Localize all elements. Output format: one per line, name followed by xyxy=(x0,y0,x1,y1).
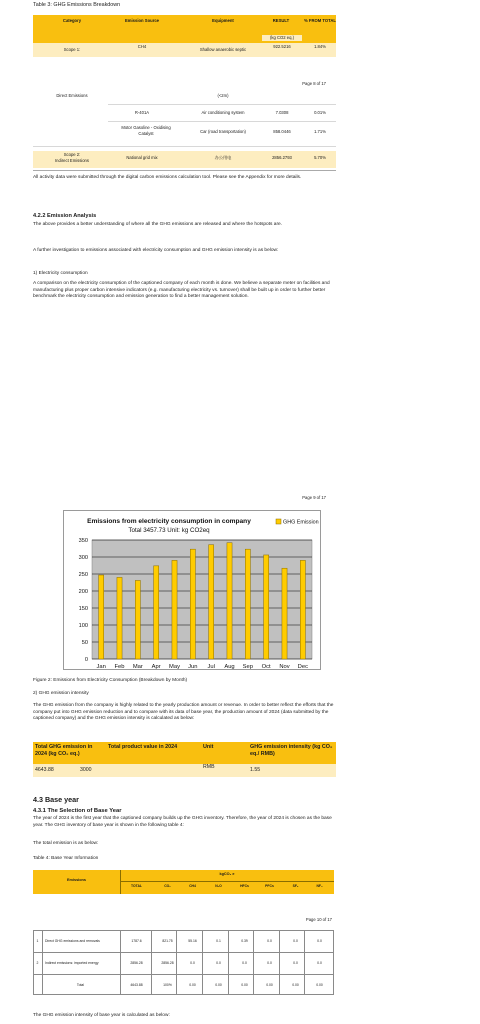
table4-cell: 0.0 xyxy=(317,961,322,965)
table3-header-result-unit: (kg CO2 eq.) xyxy=(262,35,302,41)
table4-cell: 2856.28 xyxy=(161,961,174,965)
chart-bar xyxy=(154,566,159,659)
chart-y-tick-label: 0 xyxy=(84,657,88,663)
row-divider xyxy=(33,146,336,147)
table4-cell: 0.0 xyxy=(293,961,298,965)
table4-cell: 0.00 xyxy=(241,982,248,987)
table4-cell: 0.0 xyxy=(190,961,195,965)
intensity-header-unit: Unit xyxy=(203,744,214,750)
intensity-value: 1.55 xyxy=(250,767,261,773)
row5-pct: 5.70% xyxy=(314,155,326,160)
table4-col-divider xyxy=(253,930,254,995)
row1-equipment: Shallow anaerobic septic xyxy=(199,47,247,52)
chart-y-tick-label: 50 xyxy=(81,640,88,646)
row4-pct: 1.71% xyxy=(314,129,326,134)
chart-x-tick-label: Feb xyxy=(114,664,125,670)
chart-x-tick-label: Dec xyxy=(297,664,308,670)
intensity-header-product: Total product value in 2024 xyxy=(108,744,178,750)
intensity-product-value: 3000 xyxy=(80,767,92,773)
item2-intensity: 2) GHG emission intensity xyxy=(33,691,89,696)
row4-equipment: Car (road transportation) xyxy=(200,129,246,134)
table4-row-number: 1 xyxy=(36,939,39,943)
chart-bar xyxy=(282,568,287,659)
table4-cell: 0.00 xyxy=(266,982,273,987)
chart-bar xyxy=(300,560,305,659)
chart-bar xyxy=(99,575,104,659)
table4-col-divider xyxy=(151,930,152,995)
scope2-sub-label: Indirect Emissions xyxy=(55,158,89,163)
table4-col-header: PFCs xyxy=(265,884,274,888)
chart-legend xyxy=(276,519,319,526)
intensity-paragraph: The GHG emission from the company is highly related to the yearly production amount or revenue. In order to better reflect the efforts that the company put into GHG emission reduction and to compare with its data of base year, the production amount of 2024 (data submitted by the captioned company) and the GHG emission intensity is calculated as below: xyxy=(33,703,334,722)
chart-y-tick-label: 100 xyxy=(78,623,88,629)
chart-x-tick-label: Jan xyxy=(96,664,106,670)
intensity-header-intensity: GHG emission intensity (kg CO₂ eq./ RMB) xyxy=(250,744,333,758)
table4-col-header: NF₃ xyxy=(316,884,323,888)
row1-source: CH4 xyxy=(137,44,147,49)
row-divider xyxy=(108,104,336,105)
chart-subtitle: Total 3457.73 Unit: kg CO2eq xyxy=(128,527,210,534)
chart-bar xyxy=(190,549,195,659)
chart-bar xyxy=(117,577,122,659)
chart-x-tick-label: Nov xyxy=(279,664,290,670)
table4-cell: 0.00 xyxy=(189,982,196,987)
section-422-heading: 4.2.2 Emission Analysis xyxy=(33,213,97,219)
chart-x-tick-label: Oct xyxy=(261,664,271,670)
chart-y-tick-label: 300 xyxy=(78,555,88,561)
table4-col-header: HFCs xyxy=(240,884,249,888)
section-431-p2: The total emission is as below: xyxy=(33,841,99,846)
page-label-10: Page 10 of 17 xyxy=(305,917,332,922)
legend-swatch xyxy=(276,519,281,524)
row5-equipment: 办公用电 xyxy=(214,155,232,160)
row4-result: 858.0446 xyxy=(273,129,291,134)
table3-header-equipment: Equipment xyxy=(212,18,234,23)
chart-y-tick-label: 150 xyxy=(78,606,88,612)
chart-title: Emissions from electricity consumption in company xyxy=(87,518,251,525)
chart-bar xyxy=(245,549,250,659)
scope2-label: Scope 2: xyxy=(63,152,81,157)
table4-cell: 0.39 xyxy=(241,939,248,943)
figure2-caption: Figure 2: Emissions from Electricity Consumption (Breakdown by Month) xyxy=(33,678,188,683)
table4-col-divider xyxy=(228,930,229,995)
table4-col-divider xyxy=(42,930,43,995)
table4-cell: 1787.6 xyxy=(131,939,142,943)
table4-col-divider xyxy=(202,930,203,995)
row1-result: 922.5216 xyxy=(273,44,291,49)
footer-text: The GHG emission intensity of base year is calculated as below: xyxy=(33,1013,170,1018)
chart-x-tick-label: Jul xyxy=(207,664,215,670)
chart-y-tick-label: 200 xyxy=(78,589,88,595)
intensity-header-total: Total GHG emission in 2024 (kg CO₂ eq.) xyxy=(35,744,93,758)
table4-cell: 0.0 xyxy=(216,961,221,965)
table4-cell: 0.0 xyxy=(317,939,322,943)
direct-emissions-label: Direct Emissions xyxy=(56,93,88,98)
chart-bar xyxy=(264,555,269,659)
chart-y-tick-label: 350 xyxy=(78,538,88,544)
table4-caption: Table 4: Base Year Information xyxy=(33,856,99,861)
item1-electricity: 1) Electricity consumption xyxy=(33,271,88,276)
section-43-heading: 4.3 Base year xyxy=(33,795,79,804)
row2-equipment: (<2m) xyxy=(217,93,229,98)
table4-cell: 0.00 xyxy=(292,982,299,987)
table4-row-divider xyxy=(33,952,334,953)
scope1-label: Scope 1: xyxy=(63,47,81,52)
section-422-p3: A comparison on the electricity consumption of the captioned company of each month is done. We believe a separate meter on facilities and manufacturing plus proper carbon intensive indicators (e.g. manufacturing electricity vs. turnover) shall be built up in order to further better benchmark the electricity consumption and emission generation to find a better management solution. xyxy=(33,281,330,300)
table3-caption: Table 3: GHG Emissions Breakdown xyxy=(33,2,121,8)
table3-header-category: Category xyxy=(62,18,82,23)
table4-col-header: N₂O xyxy=(215,884,222,888)
table4-row-label: Direct GHG emissions and removals xyxy=(45,939,100,943)
section-431-heading: 4.3.1 The Selection of Base Year xyxy=(33,808,122,814)
page-label-9: Page 9 of 17 xyxy=(302,495,326,500)
table4-cell: 2856.28 xyxy=(130,961,143,965)
legend-label: GHG Emission xyxy=(283,519,319,526)
table4-col-header: TOTAL xyxy=(131,884,142,888)
table4-row-divider xyxy=(33,974,334,975)
chart-y-tick-label: 250 xyxy=(78,572,88,578)
chart-plot-area xyxy=(92,540,312,659)
table3-header-result: RESULT xyxy=(272,18,290,23)
electricity-emissions-chart xyxy=(64,511,322,671)
table4-col-header: CH4 xyxy=(189,884,196,888)
table4-col-header: SF₆ xyxy=(292,884,299,888)
table3-header-source: Emission Source xyxy=(125,18,159,23)
table4-cell: 0.1 xyxy=(216,939,221,943)
section-422-p1: The above provides a better understanding of where all the GHG emissions are released and where the hotspots are. xyxy=(33,222,283,227)
table3-header-pct: % FROM TOTAL xyxy=(304,18,336,23)
section-431-p1: The year of 2024 is the first year that the captioned company builds up the GHG inventory. Therefore, the year of 2024 is chosen as the base year. The GHG inventory of base year is shown in the following table 4: xyxy=(33,816,332,828)
table3-bottom-rule xyxy=(33,170,336,171)
page-label-8: Page 8 of 17 xyxy=(302,81,326,86)
table4-col-divider xyxy=(120,930,121,995)
table4-col-divider xyxy=(304,930,305,995)
row5-source: National grid mix xyxy=(126,155,158,160)
section-422-p2: A further investigation to emissions associated with electricity consumption and GHG emission intensity is as below: xyxy=(33,248,279,253)
chart-x-tick-label: Jun xyxy=(188,664,198,670)
row1-pct: 1.84% xyxy=(314,44,326,49)
row3-source: R-401A xyxy=(134,110,150,115)
intensity-row-bg xyxy=(33,764,336,777)
table4-col-header: CO₂ xyxy=(164,884,171,888)
chart-x-tick-label: Apr xyxy=(151,664,161,670)
chart-bar xyxy=(209,545,214,659)
row3-equipment: Air conditioning system xyxy=(201,110,245,115)
table4-cell: 0.00 xyxy=(316,982,323,987)
table4-emissions-label: Emissions xyxy=(67,878,86,882)
chart-bar xyxy=(135,580,140,659)
table4-col-divider xyxy=(279,930,280,995)
table4-cell: 4643.88 xyxy=(130,982,143,987)
table4-cell: 0.0 xyxy=(242,961,247,965)
chart-bar xyxy=(172,560,177,659)
chart-x-tick-label: May xyxy=(169,664,180,670)
row3-pct: 0.01% xyxy=(314,110,326,115)
table4-cell: 0.0 xyxy=(267,939,272,943)
table4-cell: 55.16 xyxy=(188,939,197,943)
table4-row-label: Total xyxy=(76,982,85,987)
row-divider xyxy=(108,121,336,122)
table3-note: All activity data were submitted through the digital carbon emissions calculation tool. Please see the Appendix for more details. xyxy=(33,175,302,180)
chart-frame xyxy=(63,510,321,670)
chart-x-tick-label: Aug xyxy=(224,664,235,670)
row3-result: 7.0308 xyxy=(275,110,289,115)
intensity-unit-value: RMB xyxy=(203,764,215,770)
table4-cell: 821.75 xyxy=(162,939,173,943)
table4-row-number: 2 xyxy=(36,961,39,965)
table4-row-label: Indirect emissions: imported energy xyxy=(45,961,99,965)
table4-cell: 0.0 xyxy=(293,939,298,943)
table4-cell: 0.0 xyxy=(267,961,272,965)
table4-cell: 100% xyxy=(163,982,172,987)
table4-col-divider xyxy=(176,930,177,995)
intensity-total-value: 4643.88 xyxy=(35,767,54,773)
table4-cell: 0.00 xyxy=(215,982,222,987)
table4-unit-label: kgCO₂ e xyxy=(219,872,235,876)
chart-x-tick-label: Sep xyxy=(242,664,253,670)
chart-x-tick-label: Mar xyxy=(132,664,143,670)
table4-header-divider xyxy=(120,881,334,882)
row5-result: 2856.2793 xyxy=(272,155,292,160)
row4-source: Motor Gasoline - Oxidising Catalyst xyxy=(121,125,171,136)
chart-bar xyxy=(227,543,232,659)
